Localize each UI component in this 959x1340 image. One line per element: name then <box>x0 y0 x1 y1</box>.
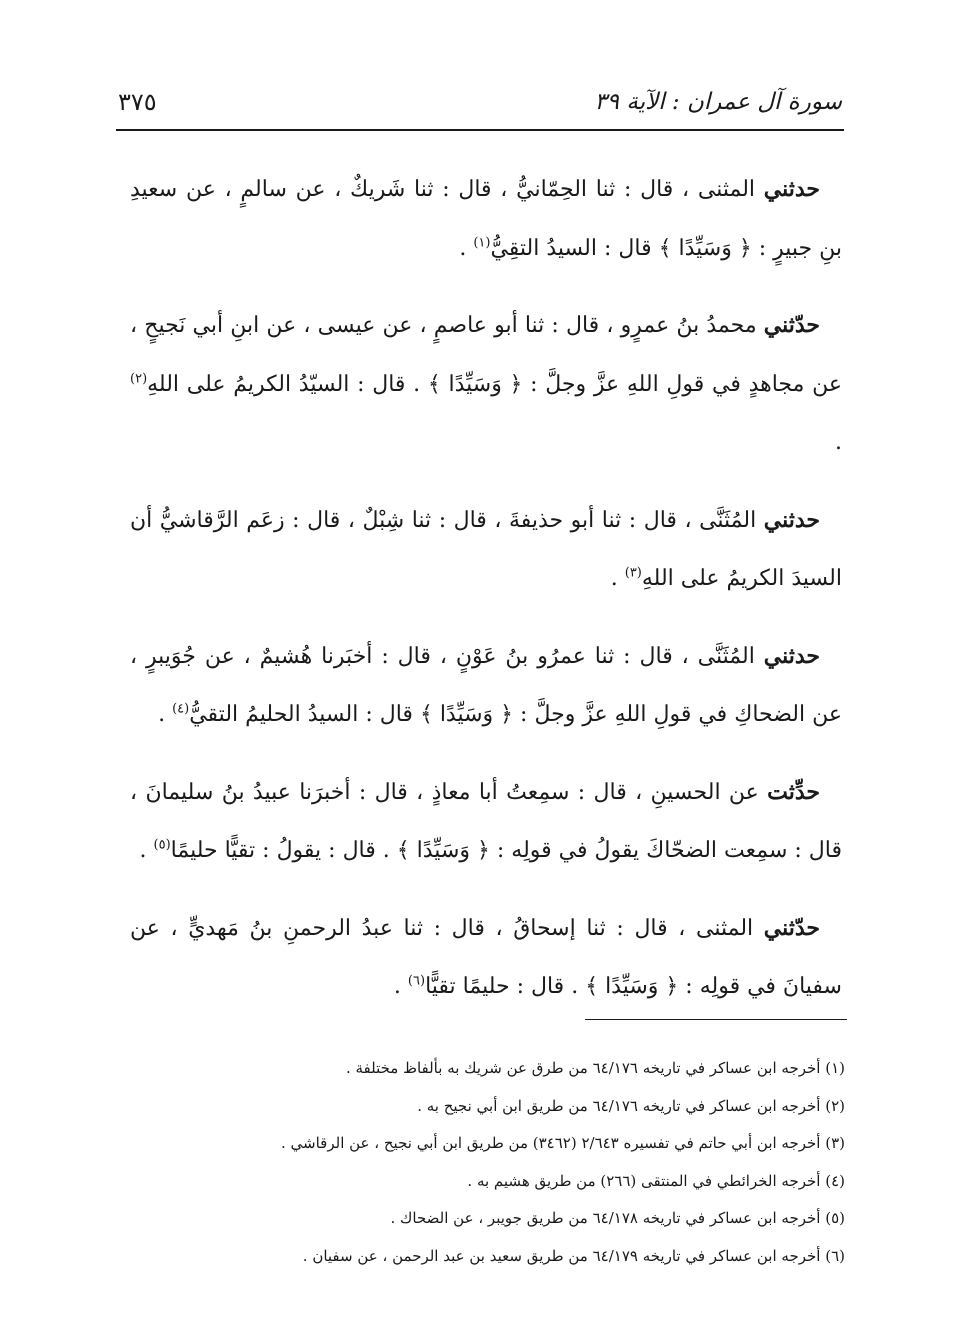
footnote-ref[interactable]: (٦) <box>407 973 426 989</box>
footnotes <box>130 1050 845 1276</box>
paragraph-lead: حدِّثت <box>767 778 820 805</box>
paragraph-2 <box>130 296 842 473</box>
header-rule <box>116 129 844 131</box>
paragraph-end: . <box>139 838 154 863</box>
page-number: ٣٧٥ <box>118 88 157 116</box>
paragraph-lead: حدثني <box>763 642 820 669</box>
footnote-1: (١) أخرجه ابن عساكر في تاريخه ٦٤/١٧٦ من طرق عن شريك به بألفاظ مختلفة . <box>345 1059 845 1077</box>
paragraph-text: المثنى ، قال : ثنا إسحاقُ ، قال : ثنا عبدُ الرحمنِ بنُ مَهديٍّ ، عن سفيانَ في قولِه : <box>130 915 842 999</box>
footnote-ref[interactable]: (٢) <box>130 371 148 387</box>
paragraph-text: قال : السيدُ التقِيُّ <box>490 235 659 261</box>
paragraph-lead: حدثني <box>763 176 820 202</box>
paragraph-end: . <box>835 430 842 455</box>
footnote-ref[interactable]: (٤) <box>172 701 190 717</box>
paragraph-end: . <box>610 566 625 591</box>
paragraph-text: المُثَنَّى ، قال : ثنا أبو حذيفةَ ، قال : ثنا شِبْلٌ ، قال : زعَم الرَّقاشيُّ أن السيدَ الكريمُ على اللهِ <box>130 507 842 591</box>
quran-quote: ﴿ وَسَيِّدًا ﴾ <box>396 838 490 863</box>
footnote-2: (٢) أخرجه ابن عساكر في تاريخه ٦٤/١٧٦ من طريق ابن أبي نجيح به . <box>417 1096 845 1115</box>
paragraph-text: . قال : السيّدُ الكريمُ على اللهِ <box>147 371 428 397</box>
main-text <box>130 160 842 1035</box>
footnote-ref[interactable]: (١) <box>473 235 491 251</box>
quran-quote: ﴿ وَسَيِّدًا ﴾ <box>585 974 679 999</box>
paragraph-3 <box>130 491 842 609</box>
footnote-3: (٣) أخرجه ابن أبي حاتم في تفسيره ٢/٦٤٣ (٣٤٦٢) من طريق ابن أبي نجيح ، عن الرقاشي . <box>281 1134 845 1153</box>
running-header <box>118 82 842 122</box>
paragraph-end: . <box>393 974 408 999</box>
paragraph-text: المثنى ، قال : ثنا الحِمّانيُّ ، قال : ثنا شَريكٌ ، عن سالمٍ ، عن سعيدِ بنِ جبيرٍ : <box>130 177 842 261</box>
quran-quote: ﴿ وَسَيِّدًا ﴾ <box>658 235 752 261</box>
paragraph-lead: حدثني <box>763 506 820 533</box>
paragraph-lead: حدّثني <box>763 914 820 941</box>
footnote-4: (٤) أخرجه الخرائطي في المنتقى (٢٦٦) من طريق هشيم به . <box>467 1171 845 1190</box>
paragraph-4 <box>130 627 842 745</box>
paragraph-text: قال : السيدُ الحليمُ التقيُّ <box>189 702 420 727</box>
paragraph-text: المُثَنَّى ، قال : ثنا عمرُو بنُ عَوْنٍ ، قال : أخبَرنا هُشيمٌ ، عن جُوَيبرٍ ، عن الضحاكِ في قولِ اللهِ عزَّ وجلَّ : <box>130 643 842 727</box>
paragraph-1 <box>130 160 842 278</box>
footnote-rule <box>585 1019 847 1020</box>
paragraph-5 <box>130 763 842 881</box>
quran-quote: ﴿ وَسَيِّدًا ﴾ <box>427 371 523 397</box>
paragraph-lead: حدّثني <box>763 312 820 338</box>
footnote-5: (٥) أخرجه ابن عساكر في تاريخه ٦٤/١٧٨ من طريق جويبر ، عن الضحاك . <box>390 1209 845 1228</box>
footnote-ref[interactable]: (٥) <box>153 837 171 853</box>
footnote-6: (٦) أخرجه ابن عساكر في تاريخه ٦٤/١٧٩ من طريق سعيد بن عبد الرحمن ، عن سفيان . <box>302 1246 845 1265</box>
footnote-ref[interactable]: (٣) <box>624 565 642 581</box>
running-title: سورة آل عمران : الآية ٣٩ <box>594 89 842 115</box>
paragraph-text: . قال : حليمًا تقيًّا <box>425 974 586 999</box>
paragraph-text: . قال : يقولُ : تقيًّا حليمًا <box>170 838 397 863</box>
paragraph-end: . <box>158 702 173 727</box>
paragraph-6 <box>130 899 842 1017</box>
paragraph-text: محمدُ بنُ عمرٍو ، قال : ثنا أبو عاصمٍ ، عن عيسى ، عن ابنِ أبي نَجيحٍ ، عن مجاهدٍ في قولِ اللهِ عزَّ وجلَّ : <box>130 313 842 397</box>
paragraph-end: . <box>459 235 474 261</box>
quran-quote: ﴿ وَسَيِّدًا ﴾ <box>419 702 514 727</box>
paragraph-text: عن الحسينِ ، قال : سمِعتُ أبا معاذٍ ، قال : أخبرَنا عبيدُ بنُ سليمانَ ، قال : سمِعت الضحّاكَ يقولُ في قولِه : <box>130 779 842 863</box>
